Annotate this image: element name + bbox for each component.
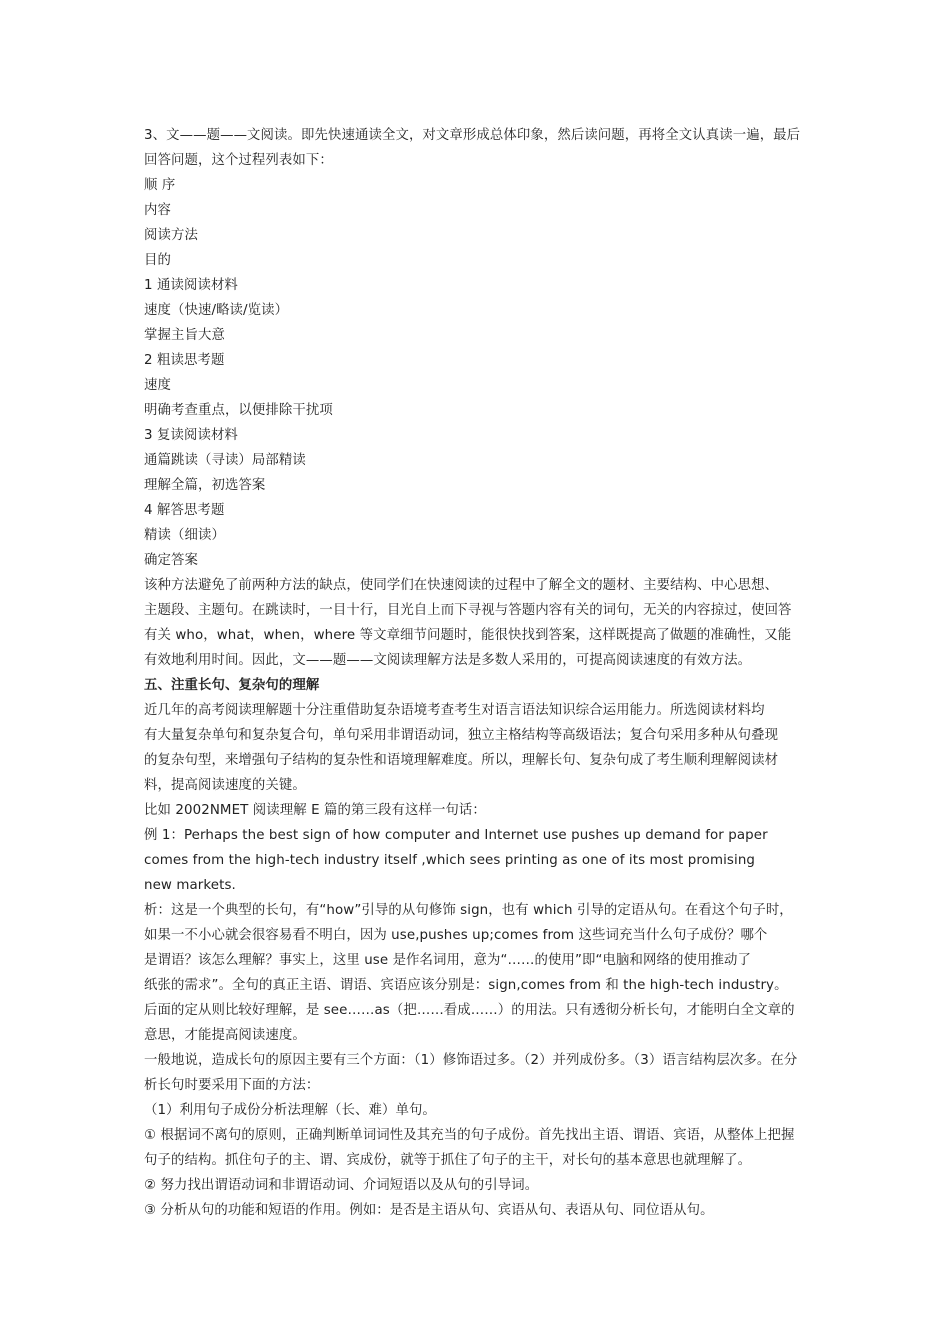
text-line: 阅读方法 bbox=[144, 228, 198, 243]
text-line: 析长句时要采用下面的方法： bbox=[144, 1078, 320, 1093]
text-line: 纸张的需求”。全句的真正主语、谓语、宾语应该分别是：sign,comes from 和 the high-tech industry。 bbox=[144, 978, 788, 993]
text-line: 意思，才能提高阅读速度。 bbox=[144, 1028, 306, 1043]
text-line: 比如 2002NMET 阅读理解 E 篇的第三段有这样一句话： bbox=[144, 803, 486, 818]
text-line: 有关 who，what，when，where 等文章细节问题时，能很快找到答案，这样既提高了做题的准确性，又能 bbox=[144, 628, 792, 643]
text-line: ② 努力找出谓语动词和非谓语动词、介词短语以及从句的引导词。 bbox=[144, 1178, 539, 1193]
text-line: 有大量复杂单句和复杂复合句，单句采用非谓语动词，独立主格结构等高级语法；复合句采用多种从句叠现 bbox=[144, 728, 779, 743]
text-line: 一般地说，造成长句的原因主要有三个方面：（1）修饰语过多。（2）并列成份多。（3）语言结构层次多。在分 bbox=[144, 1053, 798, 1068]
text-line: 速度（快速/略读/览读） bbox=[144, 303, 289, 318]
text-line: ① 根据词不离句的原则，正确判断单词词性及其充当的句子成份。首先找出主语、谓语、宾语，从整体上把握 bbox=[144, 1128, 795, 1143]
text-line: 如果一不小心就会很容易看不明白，因为 use,pushes up;comes from 这些词充当什么句子成份？哪个 bbox=[144, 928, 768, 943]
text-line: 该种方法避免了前两种方法的缺点，使同学们在快速阅读的过程中了解全文的题材、主要结构、中心思想、 bbox=[144, 578, 779, 593]
text-line: 明确考查重点，以便排除干扰项 bbox=[144, 403, 333, 418]
text-line: 顺 序 bbox=[144, 178, 176, 193]
text-line: 析：这是一个典型的长句，有“how”引导的从句修饰 sign，也有 which 引导的定语从句。在看这个句子时， bbox=[144, 903, 793, 918]
text-line: 4 解答思考题 bbox=[144, 503, 225, 518]
text-line: 的复杂句型，来增强句子结构的复杂性和语境理解难度。所以，理解长句、复杂句成了考生顺利理解阅读材 bbox=[144, 753, 779, 768]
text-line: 主题段、主题句。在跳读时，一目十行，目光自上而下寻视与答题内容有关的词句，无关的内容掠过，使回答 bbox=[144, 603, 792, 618]
text-line: new markets. bbox=[144, 878, 236, 893]
text-line: 理解全篇，初选答案 bbox=[144, 478, 266, 493]
text-line: comes from the high-tech industry itself ,which sees printing as one of its most promising bbox=[144, 853, 756, 868]
text-line: 2 粗读思考题 bbox=[144, 353, 225, 368]
text-line: 后面的定从则比较好理解，是 see……as（把……看成……）的用法。只有透彻分析长句，才能明白全文章的 bbox=[144, 1003, 795, 1018]
text-line: ③ 分析从句的功能和短语的作用。例如：是否是主语从句、宾语从句、表语从句、同位语从句。 bbox=[144, 1203, 714, 1218]
text-line: 例 1：Perhaps the best sign of how computer and Internet use pushes up demand for paper bbox=[144, 828, 768, 843]
text-line: 3、文——题——文阅读。即先快速通读全文，对文章形成总体印象，然后读问题，再将全文认真读一遍，最后 bbox=[144, 128, 801, 143]
text-line: 3 复读阅读材料 bbox=[144, 428, 238, 443]
text-line: 回答问题，这个过程列表如下： bbox=[144, 153, 333, 168]
document-page bbox=[144, 123, 810, 1223]
section-heading: 五、注重长句、复杂句的理解 bbox=[144, 678, 320, 693]
text-line: 有效地利用时间。因此，文——题——文阅读理解方法是多数人采用的，可提高阅读速度的有效方法。 bbox=[144, 653, 752, 668]
text-line: 目的 bbox=[144, 253, 171, 268]
text-line: 掌握主旨大意 bbox=[144, 328, 225, 343]
text-line: 料，提高阅读速度的关键。 bbox=[144, 778, 306, 793]
text-line: 内容 bbox=[144, 203, 171, 218]
text-line: 精读（细读） bbox=[144, 528, 225, 543]
text-line: 1 通读阅读材料 bbox=[144, 278, 238, 293]
text-line: （1）利用句子成份分析法理解（长、难）单句。 bbox=[144, 1103, 436, 1118]
text-line: 通篇跳读（寻读）局部精读 bbox=[144, 453, 306, 468]
text-line: 句子的结构。抓住句子的主、谓、宾成份，就等于抓住了句子的主干，对长句的基本意思也就理解了。 bbox=[144, 1153, 752, 1168]
text-line: 是谓语？该怎么理解？事实上，这里 use 是作名词用，意为“……的使用”即“电脑和网络的使用推动了 bbox=[144, 953, 751, 968]
text-line: 速度 bbox=[144, 378, 171, 393]
text-line: 近几年的高考阅读理解题十分注重借助复杂语境考查考生对语言语法知识综合运用能力。所选阅读材料均 bbox=[144, 703, 765, 718]
text-line: 确定答案 bbox=[144, 553, 198, 568]
